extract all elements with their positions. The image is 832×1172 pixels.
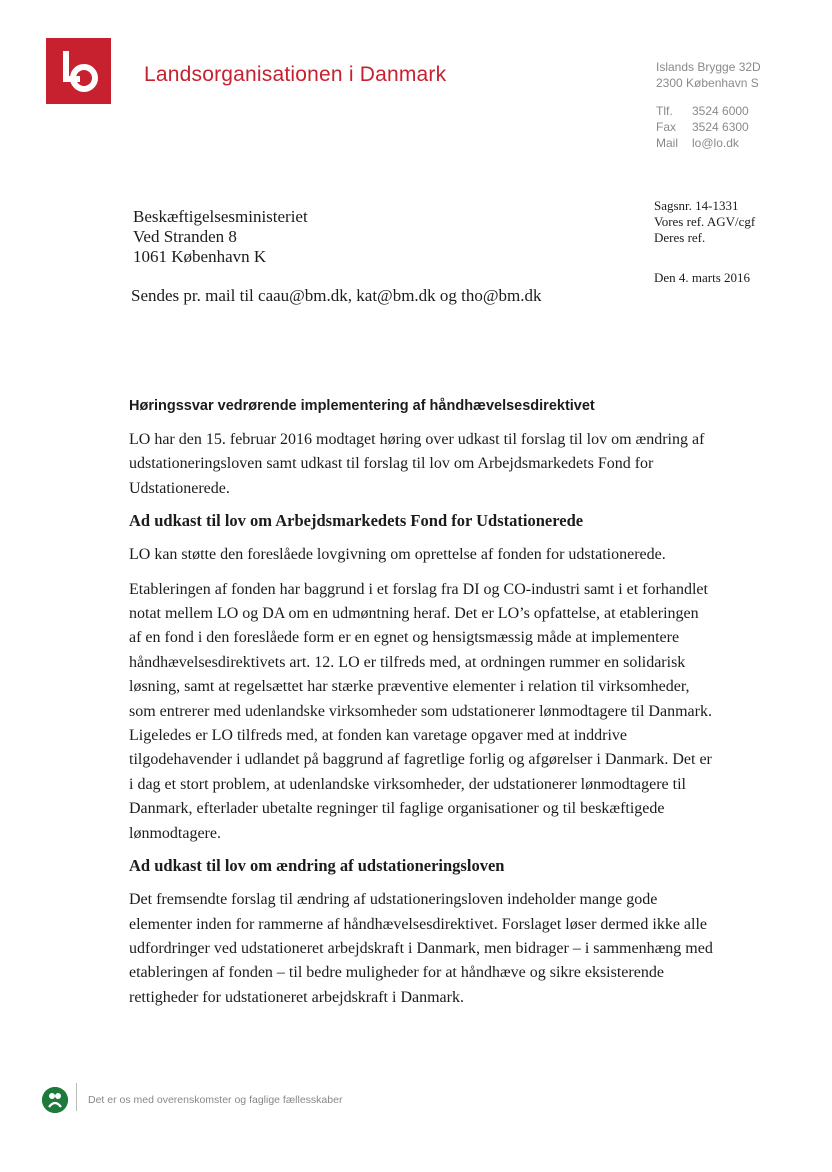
section2-paragraph-1: Det fremsendte forslag til ændring af udstationeringsloven indeholder mange gode elementer inden for rammerne af håndhævelsesdirektivet. Forslaget løser dermed ikke alle udfordringer ved udstationeret arbejdskraft i Danmark, men bidrager – i sammenhæng med etableringen af fonden – til bedre muligheder for at håndhæve og sikre eksisterende rettigheder for udstationeret arbejdskraft i Danmark.: [129, 891, 713, 1006]
case-number: Sagsnr. 14-1331: [654, 198, 739, 213]
letter-body: [129, 398, 713, 1020]
letter-title: Høringssvar vedrørende implementering af håndhævelsesdirektivet: [129, 398, 595, 414]
mail-row: [656, 135, 761, 151]
fax-label: Fax: [656, 120, 677, 134]
recipient-name: Beskæftigelsesministeriet: [133, 207, 308, 226]
phone-label: Tlf.: [656, 104, 673, 118]
footer: [42, 1087, 642, 1117]
section2-heading: Ad udkast til lov om ændring af udstationeringsloven: [129, 856, 505, 876]
recipient-street: Ved Stranden 8: [133, 227, 237, 246]
phone-row: [656, 103, 761, 119]
lo-logo-icon: [46, 38, 111, 104]
recipient-address: [133, 207, 308, 267]
lo-logo: [46, 38, 111, 104]
our-reference: Vores ref. AGV/cgf: [654, 214, 756, 229]
contact-block: [656, 59, 761, 151]
your-reference: Deres ref.: [654, 230, 706, 245]
fellowship-icon: [42, 1087, 68, 1113]
intro-paragraph: LO har den 15. februar 2016 modtaget høring over udkast til forslag til lov om ændring af udstationeringsloven samt udkast til forslag til lov om Arbejdsmarkedets Fond for Udstationerede.: [129, 431, 705, 497]
address-city: 2300 København S: [656, 76, 759, 90]
mail-label: Mail: [656, 136, 679, 150]
address-street: Islands Brygge 32D: [656, 60, 761, 74]
letter-date: Den 4. marts 2016: [654, 270, 751, 285]
section1-heading: Ad udkast til lov om Arbejdsmarkedets Fond for Udstationerede: [129, 511, 584, 531]
section1-paragraph-1: LO kan støtte den foreslåede lovgivning om oprettelse af fonden for udstationerede.: [129, 546, 666, 564]
reference-block: [654, 198, 755, 246]
send-line: Sendes pr. mail til caau@bm.dk, kat@bm.dk og tho@bm.dk: [131, 286, 542, 305]
organisation-name: Landsorganisationen i Danmark: [144, 63, 447, 86]
fax-number: 3524 6300: [692, 120, 749, 134]
recipient-city: 1061 København K: [133, 247, 267, 266]
fax-row: [656, 119, 761, 135]
phone-number: 3524 6000: [692, 104, 749, 118]
footer-divider: [76, 1083, 77, 1111]
mail-address: lo@lo.dk: [692, 136, 739, 150]
section1-paragraph-2: Etableringen af fonden har baggrund i et forslag fra DI og CO-industri samt i et forhandlet notat mellem LO og DA om en udmøntning heraf. Det er LO’s opfattelse, at etableringen af en fond i den foreslåede form er en egnet og hensigtsmæssig måde at implementere håndhævelsesdirektivets art. 12. LO er tilfreds med, at ordningen rummer en solidarisk løsning, samt at regelsættet har stærke præventive elementer i relation til virksomheder, som entrerer med udenlandske virksomheder som udstationerer lønmodtagere til Danmark. Ligeledes er LO tilfreds med, at fonden kan varetage opgaver med at inddrive tilgodehavender i udlandet på baggrund af fagretlige forlig og afgørelser i Danmark. Det er i dag et stort problem, at udenlandske virksomheder, der udstationerer lønmodtagere til Danmark, efterlader ubetalte regninger til faglige organisationer og til beskæftigede lønmodtagere.: [129, 580, 712, 842]
footer-tagline: Det er os med overenskomster og faglige fællesskaber: [88, 1094, 343, 1106]
